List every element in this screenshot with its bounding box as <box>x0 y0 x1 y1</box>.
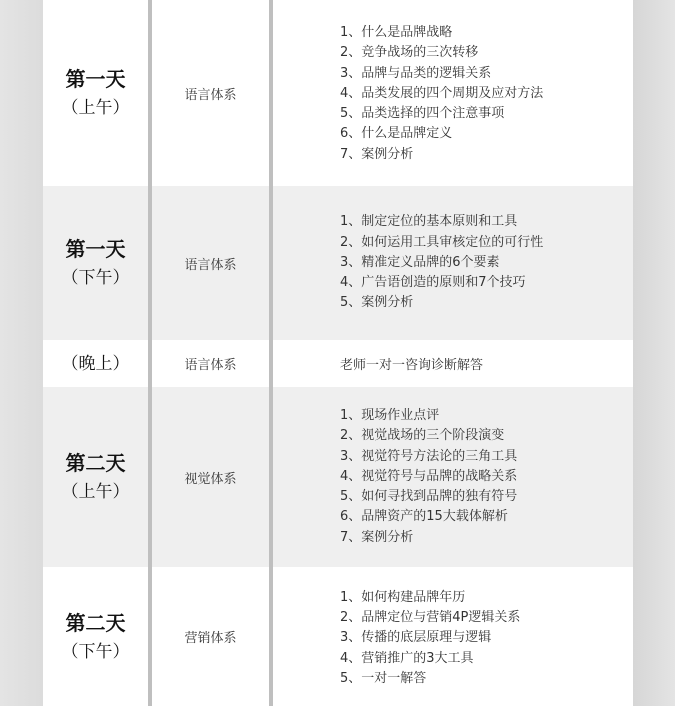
day-cell <box>43 186 148 340</box>
list-item: 2、视觉战场的三个阶段演变 <box>340 428 505 444</box>
list-item: 1、现场作业点评 <box>340 407 440 423</box>
topic-list <box>273 567 633 706</box>
list-item: 2、品牌定位与营销4P逻辑关系 <box>340 610 521 626</box>
day-cell <box>43 387 148 567</box>
system-label: 视觉体系 <box>184 471 237 487</box>
topic-list <box>273 186 633 340</box>
topic-list <box>273 0 633 186</box>
list-item: 2、如何运用工具审核定位的可行性 <box>340 234 544 250</box>
right-page-margin <box>633 0 675 706</box>
column-divider-2 <box>269 0 273 706</box>
column-divider-1 <box>148 0 152 706</box>
list-item: 1、什么是品牌战略 <box>340 24 453 40</box>
list-item: 7、案例分析 <box>340 146 414 162</box>
left-page-margin <box>0 0 43 706</box>
period-label: （上午） <box>61 98 130 118</box>
period-label: （晚上） <box>61 353 130 374</box>
day-cell <box>43 340 148 387</box>
topic-list <box>273 387 633 567</box>
list-item: 6、什么是品牌定义 <box>340 126 453 142</box>
system-label: 语言体系 <box>184 87 237 103</box>
list-item: 4、品类发展的四个周期及应对方法 <box>340 85 544 101</box>
schedule-row-evening <box>43 340 633 387</box>
day-cell <box>43 0 148 186</box>
list-item: 3、精准定义品牌的6个要素 <box>340 254 500 270</box>
consultation-text: 老师一对一咨询诊断解答 <box>340 358 484 373</box>
list-item: 1、如何构建品牌年历 <box>340 589 466 605</box>
schedule-row-day1-afternoon <box>43 186 633 340</box>
system-label: 营销体系 <box>184 631 237 646</box>
day-label: 第二天 <box>65 610 126 635</box>
period-label: （下午） <box>61 641 130 662</box>
schedule-row-day2-morning <box>43 387 633 567</box>
list-item: 3、视觉符号方法论的三角工具 <box>340 448 518 464</box>
list-item: 5、品类选择的四个注意事项 <box>340 106 505 122</box>
list-item: 3、品牌与品类的逻辑关系 <box>340 65 492 81</box>
day-label: 第一天 <box>65 67 126 91</box>
schedule-row-day2-afternoon <box>43 567 633 706</box>
system-label: 语言体系 <box>184 257 237 273</box>
list-item: 5、一对一解答 <box>340 670 427 686</box>
day-cell <box>43 567 148 706</box>
list-item: 3、传播的底层原理与逻辑 <box>340 630 492 646</box>
course-schedule-table <box>43 0 633 706</box>
topic-cell <box>273 340 633 387</box>
list-item: 5、案例分析 <box>340 295 414 311</box>
system-label: 语言体系 <box>184 358 237 373</box>
list-item: 6、品牌资产的15大载体解析 <box>340 509 508 525</box>
list-item: 4、视觉符号与品牌的战略关系 <box>340 468 518 484</box>
list-item: 4、广告语创造的原则和7个技巧 <box>340 275 526 291</box>
list-item: 7、案例分析 <box>340 529 414 545</box>
period-label: （下午） <box>61 268 130 288</box>
list-item: 4、营销推广的3大工具 <box>340 650 474 666</box>
schedule-row-day1-morning <box>43 0 633 186</box>
list-item: 5、如何寻找到品牌的独有符号 <box>340 489 518 505</box>
day-label: 第二天 <box>65 451 126 475</box>
day-label: 第一天 <box>65 237 126 261</box>
period-label: （上午） <box>61 482 130 502</box>
list-item: 2、竞争战场的三次转移 <box>340 45 479 61</box>
list-item: 1、制定定位的基本原则和工具 <box>340 214 518 230</box>
